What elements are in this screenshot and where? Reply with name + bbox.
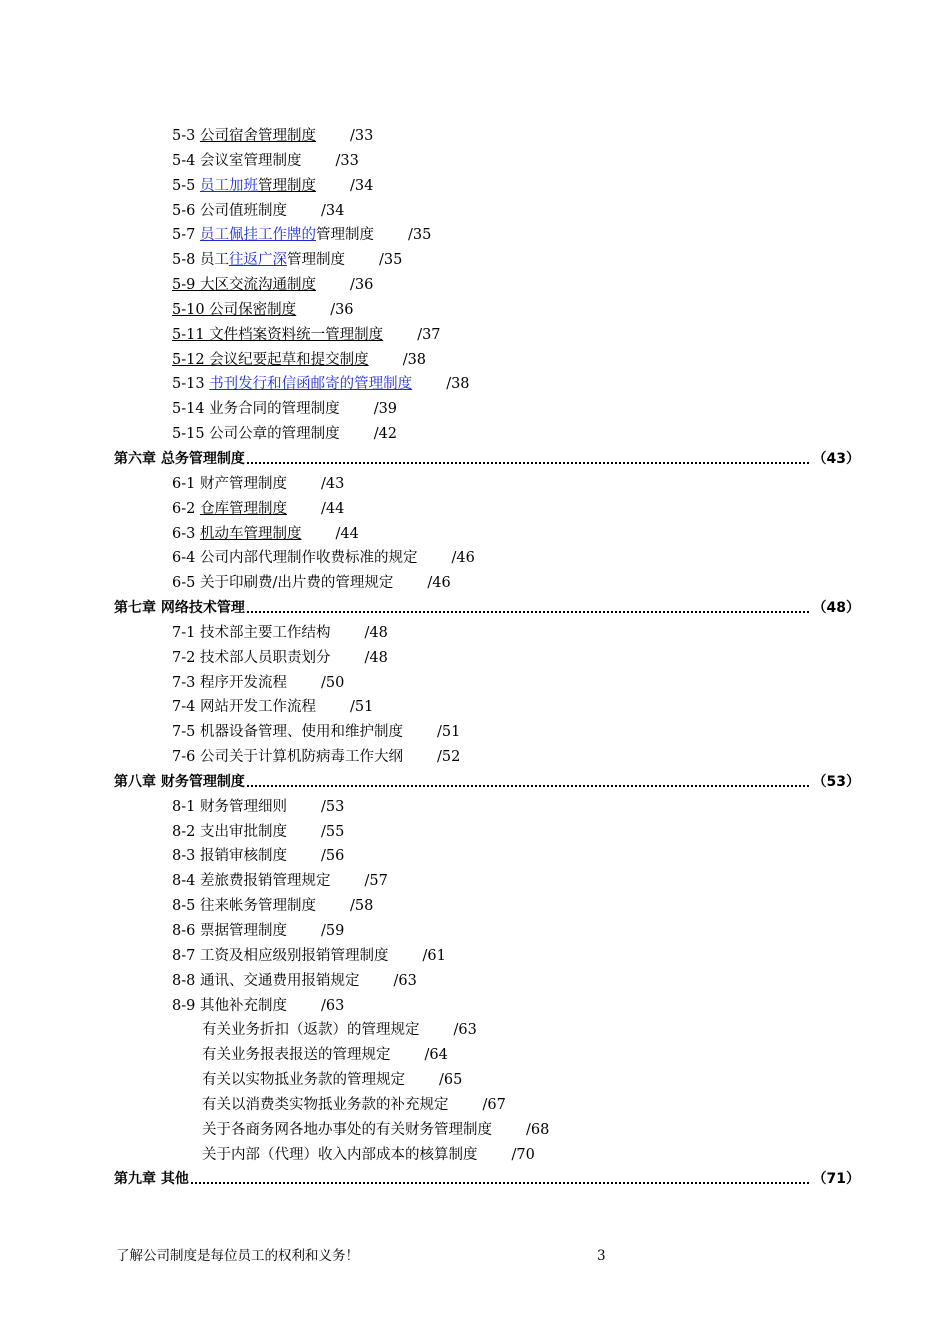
entry-text: 7-2 技术部人员职责划分 <box>172 649 331 666</box>
entry-text: 8-9 其他补充制度 <box>172 997 287 1014</box>
entry-text: 6-3 <box>172 525 200 542</box>
entry-page: /36 <box>330 301 354 318</box>
entry-page: /34 <box>320 202 345 219</box>
entry-text: 5-14 业务合同的管理制度 <box>172 401 340 418</box>
toc-entry <box>0 844 950 869</box>
toc-entry <box>0 571 950 596</box>
entry-text: 关于各商务网各地办事处的有关财务管理制度 <box>202 1121 492 1138</box>
entry-page: /38 <box>446 376 470 393</box>
entry-page: /34 <box>349 177 374 194</box>
toc-entry <box>0 372 950 397</box>
entry-page: /39 <box>373 401 398 418</box>
toc-entry <box>0 919 950 944</box>
toc-entry <box>0 671 950 696</box>
toc-entry <box>0 745 950 770</box>
entry-text: 8-8 通讯、交通费用报销规定 <box>172 972 360 989</box>
entry-text: 8-3 报销审核制度 <box>172 848 287 865</box>
toc-entry <box>0 969 950 994</box>
entry-page: /46 <box>427 575 451 592</box>
page-number: 3 <box>597 1248 606 1264</box>
entry-page: /53 <box>320 798 345 815</box>
toc-entry <box>0 124 950 149</box>
entry-page: /50 <box>320 674 345 691</box>
entry-text: 5-3 <box>172 128 200 144</box>
entry-page: /63 <box>453 1022 477 1039</box>
entry-text: 关于内部（代理）收入内部成本的核算制度 <box>202 1146 478 1163</box>
entry-text: 有关业务报表报送的管理规定 <box>202 1047 391 1064</box>
entry-text: 有关业务折扣（返款）的管理规定 <box>202 1022 420 1039</box>
entry-page: /59 <box>320 923 345 939</box>
entry-text: 5-7 <box>172 227 200 244</box>
toc-entry <box>0 546 950 571</box>
toc-subentry <box>0 1143 950 1168</box>
dot-leader <box>180 785 852 787</box>
entry-page: /35 <box>407 227 432 244</box>
entry-page: /58 <box>349 898 374 915</box>
entry-text: 7-5 机器设备管理、使用和维护制度 <box>172 724 403 741</box>
entry-page: /65 <box>439 1072 463 1089</box>
entry-text: 7-4 网站开发工作流程 <box>172 699 316 716</box>
toc-entry <box>0 621 950 646</box>
entry-page: /64 <box>424 1047 448 1064</box>
entry-text: 有关以实物抵业务款的管理规定 <box>202 1072 405 1089</box>
entry-text: 8-4 差旅费报销管理规定 <box>172 873 331 890</box>
entry-page: /55 <box>320 823 345 840</box>
toc-entry <box>0 994 950 1019</box>
toc-entry <box>0 248 950 273</box>
dot-leader <box>180 462 852 464</box>
entry-page: /38 <box>402 351 427 368</box>
entry-text: 6-4 公司内部代理制作收费标准的规定 <box>172 550 418 567</box>
entry-page: /52 <box>436 749 461 766</box>
toc-entry <box>0 646 950 671</box>
entry-page: /37 <box>417 326 441 343</box>
footer-slogan: 了解公司制度是每位员工的权利和义务！ <box>116 1248 359 1264</box>
entry-text: 5-5 <box>172 177 200 194</box>
toc-entry <box>0 869 950 894</box>
entry-text: 8-2 支出审批制度 <box>172 823 287 840</box>
toc-subentry <box>0 1068 950 1093</box>
entry-page: /48 <box>364 624 388 641</box>
entry-page: /42 <box>373 426 398 443</box>
entry-text: 5-11 文件档案资料统一管理制度 <box>172 326 384 343</box>
toc-chapter <box>0 770 950 795</box>
toc-entry <box>0 323 950 348</box>
toc-entry <box>0 422 950 447</box>
entry-page: /33 <box>349 128 374 144</box>
dot-leader <box>180 611 852 613</box>
entry-text: 5-8 员工 <box>172 252 229 269</box>
toc-entry <box>0 944 950 969</box>
entry-text: 8-1 财务管理细则 <box>172 798 287 815</box>
entry-text: 5-4 会议室管理制度 <box>172 152 302 169</box>
entry-link[interactable]: 书刊发行和信函邮寄的管理制度 <box>209 376 413 393</box>
entry-page: /46 <box>451 550 475 567</box>
toc-entry <box>0 497 950 522</box>
entry-text: 6-5 关于印刷费/出片费的管理规定 <box>172 575 394 592</box>
entry-page: /48 <box>364 649 388 666</box>
entry-page: /56 <box>320 848 345 865</box>
toc-entry <box>0 348 950 373</box>
entry-page: /70 <box>511 1146 535 1163</box>
entry-text: 7-1 技术部主要工作结构 <box>172 624 331 641</box>
entry-page: /63 <box>393 972 417 989</box>
toc-entry <box>0 149 950 174</box>
toc-entry <box>0 223 950 248</box>
chapter-page: （53） <box>809 770 860 795</box>
toc-entry <box>0 472 950 497</box>
toc-entry <box>0 298 950 323</box>
entry-text: 7-3 程序开发流程 <box>172 674 287 691</box>
toc-entry <box>0 522 950 547</box>
entry-text: 5-12 会议纪要起草和提交制度 <box>172 351 369 368</box>
toc-entry <box>0 695 950 720</box>
toc-entry <box>0 894 950 919</box>
entry-text: 5-9 大区交流沟通制度 <box>172 277 316 294</box>
entry-link[interactable]: 员工佩挂工作牌的 <box>199 227 316 244</box>
entry-text: 8-5 往来帐务管理制度 <box>172 898 316 915</box>
entry-link[interactable]: 往返广深 <box>228 252 287 269</box>
entry-page: /44 <box>320 500 345 517</box>
toc-entry <box>0 397 950 422</box>
entry-text: 5-10 公司保密制度 <box>172 301 297 318</box>
entry-text: 管理制度 <box>257 177 316 194</box>
toc-entry <box>0 820 950 845</box>
toc-entry <box>0 720 950 745</box>
toc-chapter <box>0 447 950 472</box>
entry-page: /44 <box>335 525 359 542</box>
entry-text: 8-6 票据管理制度 <box>172 923 287 939</box>
chapter-title: 第八章 财务管理制度 <box>114 770 247 795</box>
entry-text: 8-7 工资及相应级别报销管理制度 <box>172 947 389 964</box>
entry-page: /51 <box>349 699 374 716</box>
toc-subentry <box>0 1043 950 1068</box>
entry-text: 7-6 公司关于计算机防病毒工作大纲 <box>172 749 403 766</box>
dot-leader <box>180 1182 852 1184</box>
entry-page: /68 <box>526 1121 550 1138</box>
entry-text: 仓库管理制度 <box>199 500 287 517</box>
chapter-page: （71） <box>809 1167 860 1192</box>
entry-text: 5-15 公司公章的管理制度 <box>172 426 340 443</box>
entry-text: 有关以消费类实物抵业务款的补充规定 <box>202 1096 449 1113</box>
entry-link[interactable]: 员工加班 <box>199 177 258 194</box>
entry-text: 5-6 公司值班制度 <box>172 202 287 219</box>
toc-entry <box>0 795 950 820</box>
entry-page: /35 <box>378 252 403 269</box>
toc-entry <box>0 273 950 298</box>
entry-page: /57 <box>364 873 388 890</box>
chapter-page: （43） <box>809 447 860 472</box>
toc-entry <box>0 199 950 224</box>
chapter-title: 第九章 其他 <box>114 1167 191 1192</box>
entry-text: 机动车管理制度 <box>199 525 302 542</box>
entry-page: /61 <box>422 947 446 964</box>
chapter-title: 第六章 总务管理制度 <box>114 447 247 472</box>
entry-page: /36 <box>349 277 374 294</box>
toc-subentry <box>0 1093 950 1118</box>
entry-text: 公司宿舍管理制度 <box>199 128 316 144</box>
chapter-page: （48） <box>809 596 860 621</box>
entry-page: /67 <box>482 1096 506 1113</box>
entry-text: 5-13 <box>172 376 210 393</box>
toc-entry <box>0 174 950 199</box>
toc-subentry <box>0 1118 950 1143</box>
entry-page: /51 <box>436 724 461 741</box>
entry-text: 管理制度 <box>315 227 374 244</box>
entry-text: 6-2 <box>172 500 200 517</box>
entry-text: 6-1 财产管理制度 <box>172 475 287 492</box>
entry-text: 管理制度 <box>286 252 345 269</box>
entry-page: /33 <box>335 152 359 169</box>
toc-subentry <box>0 1018 950 1043</box>
entry-page: /43 <box>320 475 345 492</box>
toc-chapter <box>0 1167 950 1192</box>
table-of-contents <box>0 124 950 1192</box>
chapter-title: 第七章 网络技术管理 <box>114 596 247 621</box>
entry-page: /63 <box>320 997 345 1014</box>
toc-chapter <box>0 596 950 621</box>
